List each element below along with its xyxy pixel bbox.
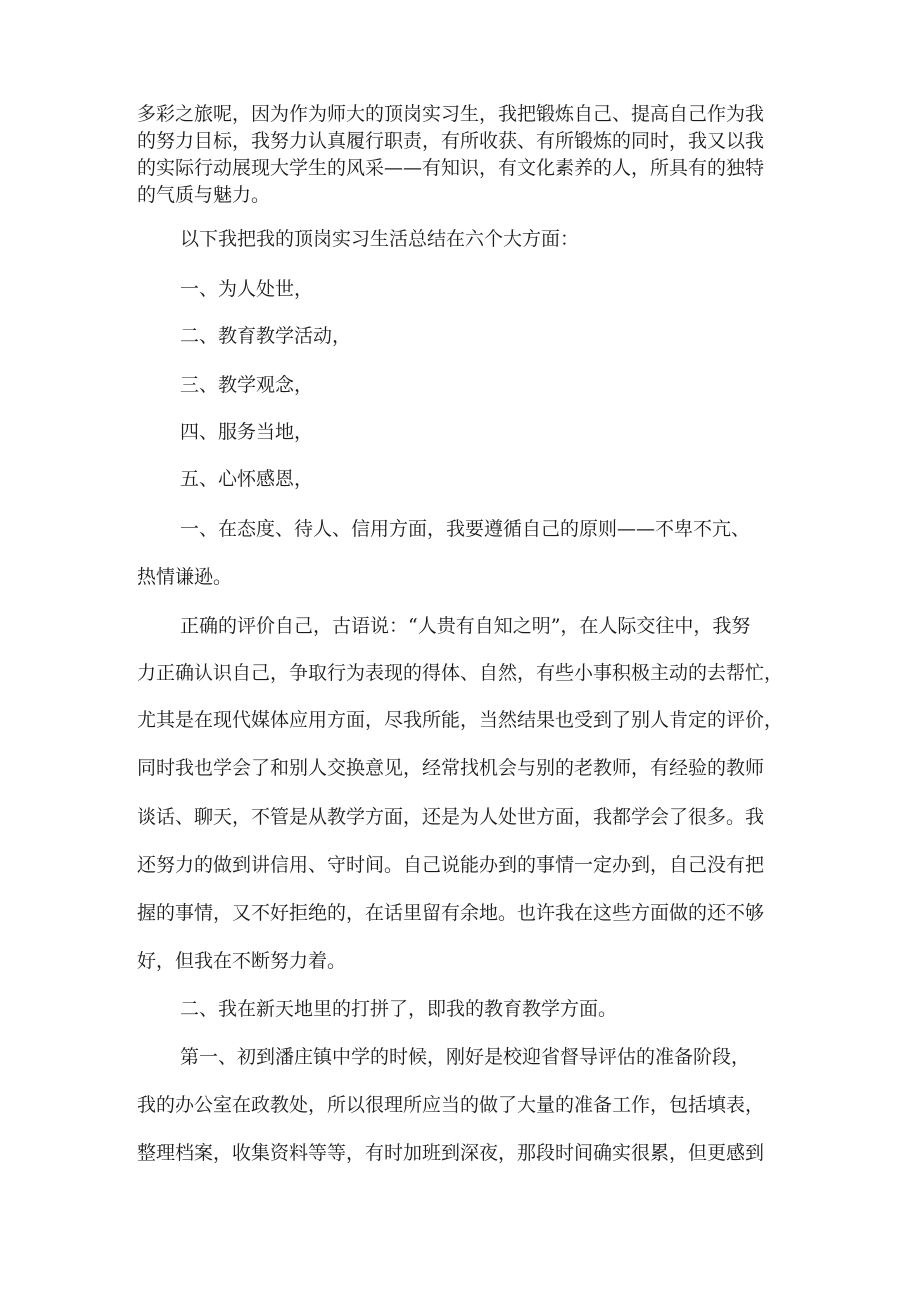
text-line: 热情谦逊。	[137, 566, 233, 588]
text-line: 握的事情，又不好拒绝的，在话里留有余地。也许我在这些方面做的还不够	[137, 902, 765, 924]
text-line: 尤其是在现代媒体应用方面，尽我所能，当然结果也受到了别人肯定的评价，	[137, 709, 784, 731]
text-line: 多彩之旅呢，因为作为师大的顶岗实习生，我把锻炼自己、提高自己作为我	[137, 103, 765, 125]
text-line: 谈话、聊天，不管是从教学方面，还是为人处世方面，我都学会了很多。我	[137, 806, 765, 828]
list-item: 二、教育教学活动，	[180, 325, 352, 347]
text-line: 还努力的做到讲信用、守时间。自己说能办到的事情一定办到，自己没有把	[137, 854, 765, 876]
list-item: 三、教学观念，	[180, 374, 314, 396]
section-heading: 一、在态度、待人、信用方面，我要遵循自己的原则——不卑不亢、	[180, 518, 751, 540]
text-line: 的努力目标，我努力认真履行职责，有所收获、有所锻炼的同时，我又以我	[137, 130, 765, 152]
text-line: 好，但我在不断努力着。	[137, 950, 347, 972]
text-line: 的气质与魅力。	[137, 184, 271, 206]
text-line: 以下我把我的顶岗实习生活总结在六个大方面：	[180, 228, 580, 250]
list-item: 一、为人处世，	[180, 278, 314, 300]
text-line: 我的办公室在政教处，所以很理所应当的做了大量的准备工作，包括填表，	[137, 1094, 765, 1116]
text-line: 力正确认识自己，争取行为表现的得体、自然，有些小事积极主动的去帮忙，	[137, 662, 784, 684]
text-line: 的实际行动展现大学生的风采——有知识，有文化素养的人，所具有的独特	[137, 157, 765, 179]
list-item: 四、服务当地，	[180, 421, 314, 443]
text-line: 第一、初到潘庄镇中学的时候，刚好是校迎省督导评估的准备阶段，	[180, 1046, 751, 1068]
text-line: 整理档案，收集资料等等，有时加班到深夜，那段时间确实很累，但更感到	[137, 1142, 765, 1164]
section-heading: 二、我在新天地里的打拼了，即我的教育教学方面。	[180, 998, 618, 1020]
text-line: 同时我也学会了和别人交换意见，经常找机会与别的老教师，有经验的教师	[137, 757, 765, 779]
text-line: 正确的评价自己，古语说：“人贵有自知之明”，在人际交往中，我努	[180, 615, 751, 637]
list-item: 五、心怀感恩，	[180, 468, 314, 490]
